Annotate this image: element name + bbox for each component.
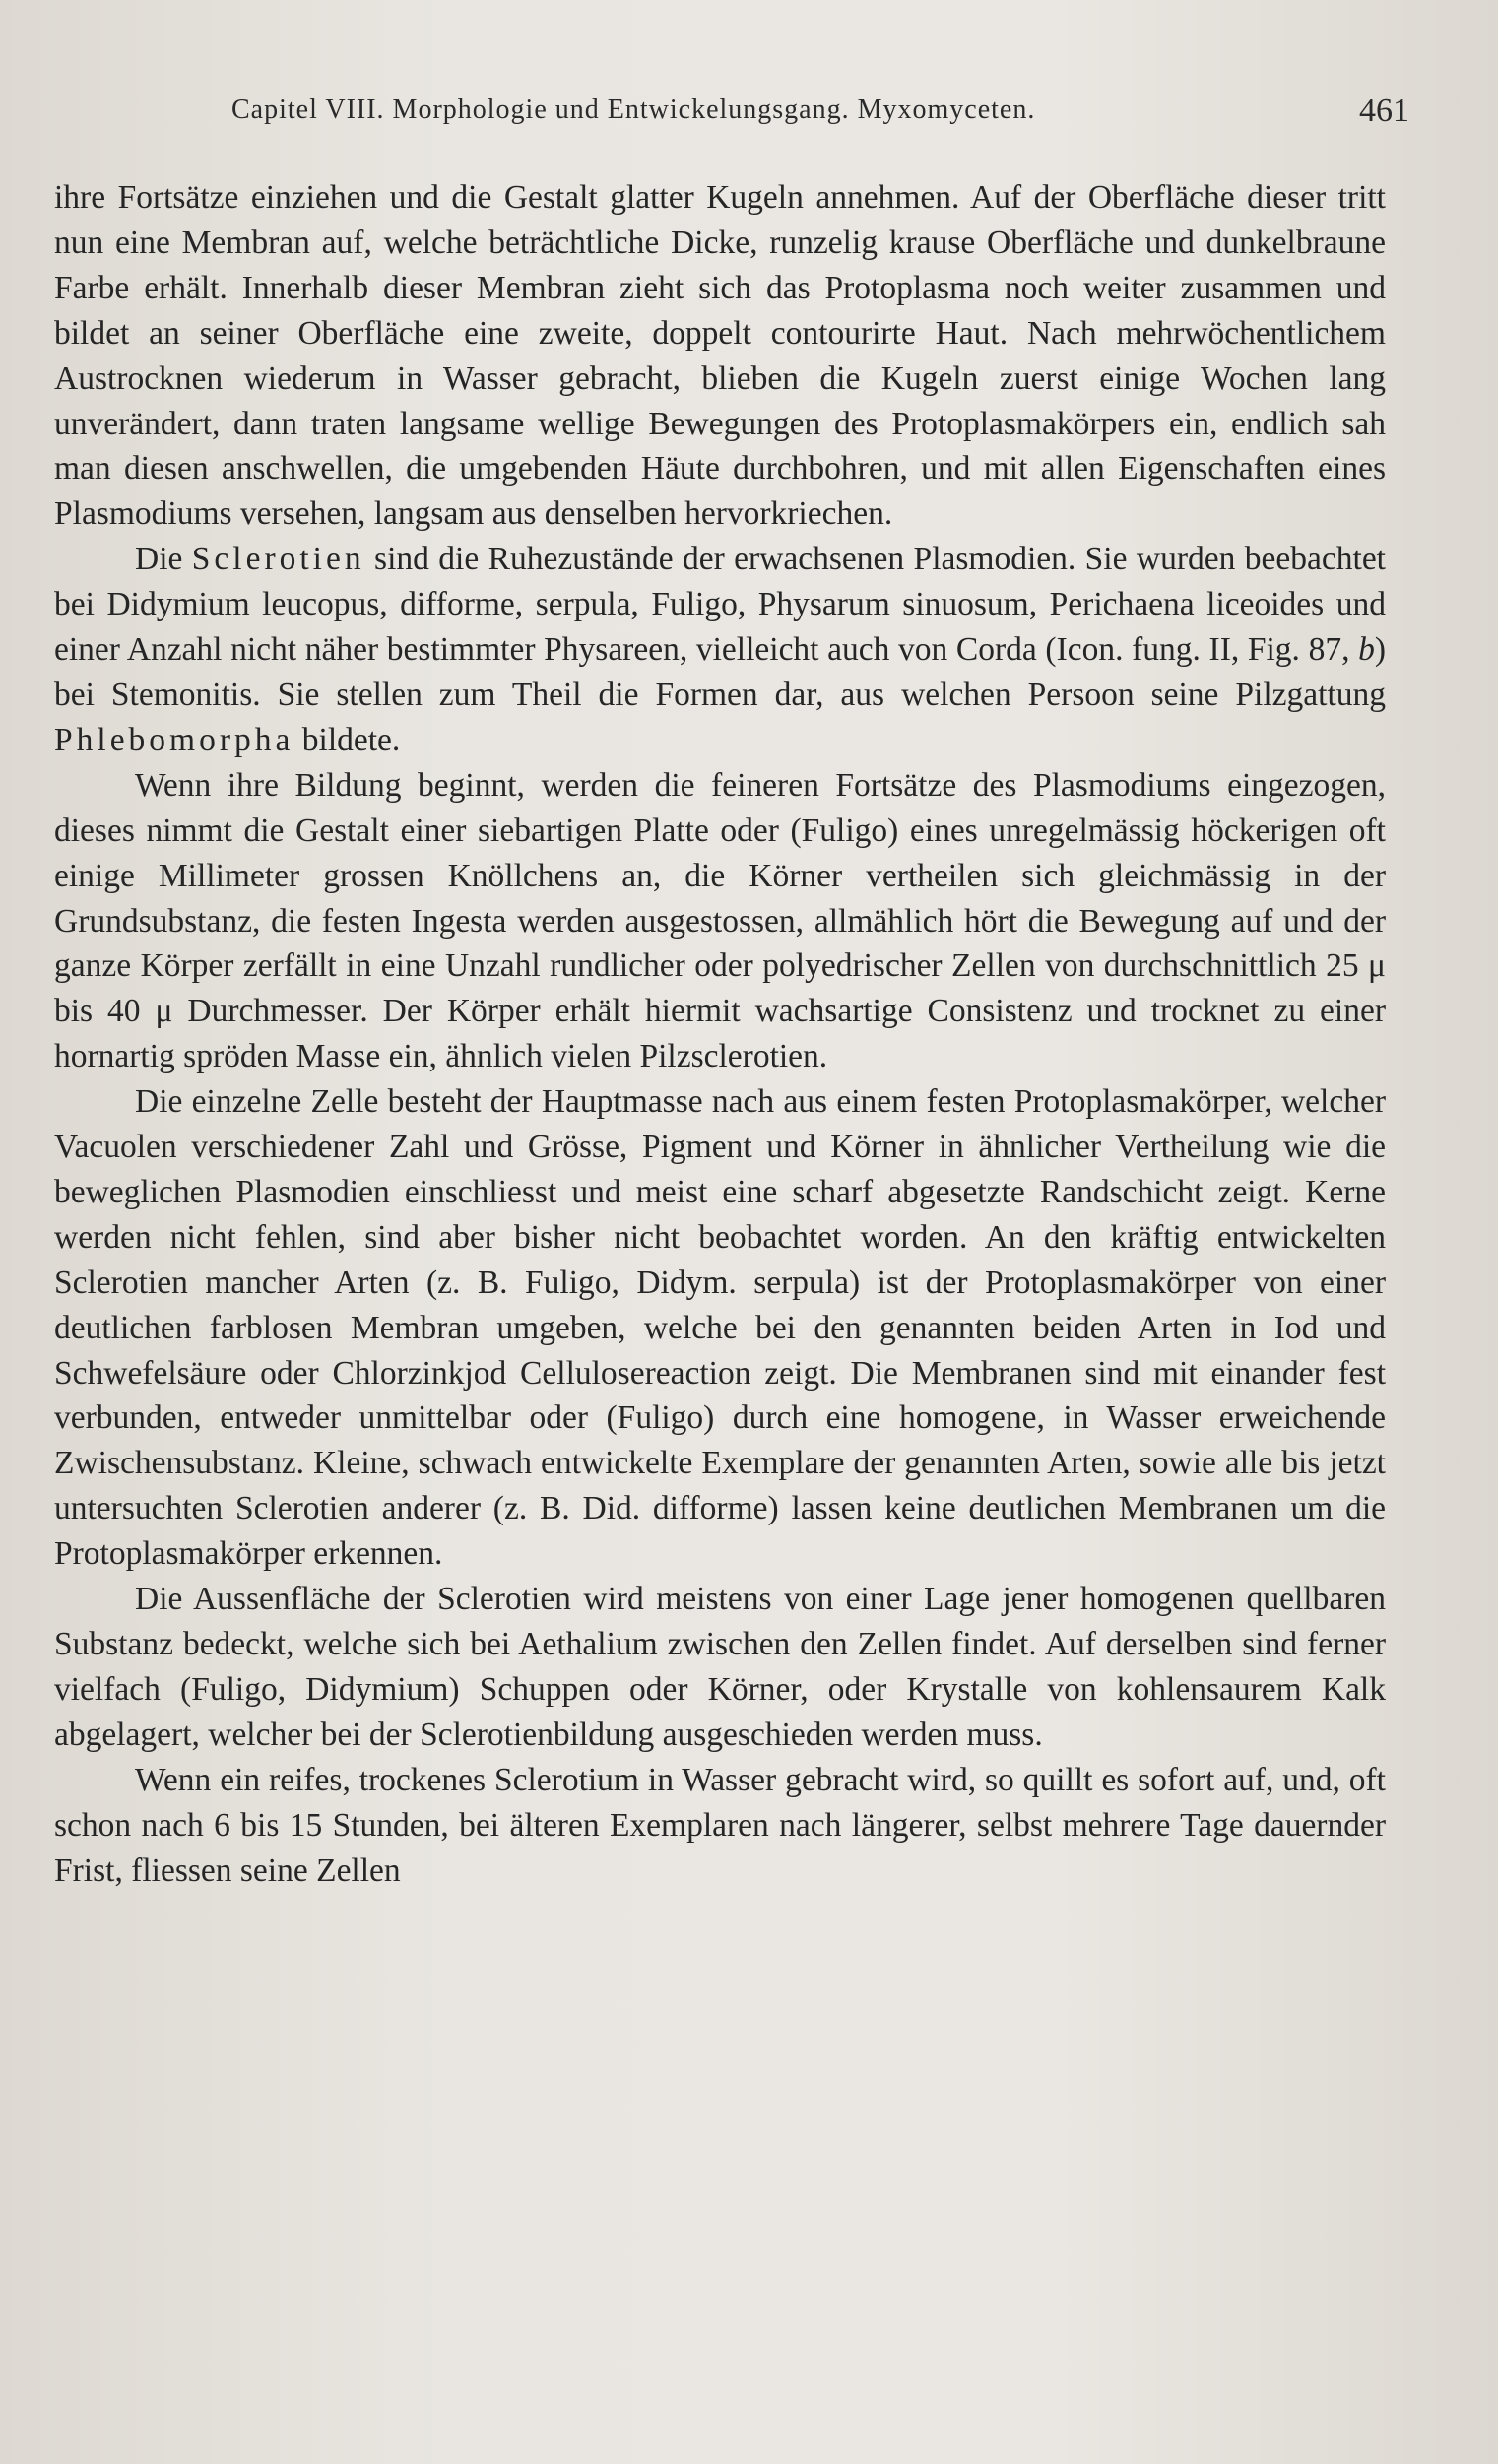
paragraph-2-text-c: ) bei Stemonitis. Sie stellen zum Theil die Formen dar, aus welchen Persoon seine Pilzgattung — [54, 631, 1386, 713]
paragraph-6: Wenn ein reifes, trockenes Sclerotium in Wasser gebracht wird, so quillt es sofort auf, und, oft schon nach 6 bis 15 Stunden, bei älteren Exemplaren nach längerer, selbst mehrere Tage dauernder Frist, fliessen seine Zellen — [54, 1761, 1386, 1889]
paragraph-2-text-b: sind die Ruhezustände der erwachsenen Plasmodien. Sie wurden beebachtet bei Didymium leucopus, difforme, serpula, Fuligo, Physarum sinuosum, Perichaena liceoides und einer Anzahl nicht näher bestimmter Physareen, vielleicht auch von Corda (Icon. fung. II, Fig. 87, — [54, 541, 1386, 669]
term-sclerotien: Sclerotien — [191, 541, 365, 578]
paragraph-1: ihre Fortsätze einziehen und die Gestalt glatter Kugeln annehmen. Auf der Oberfläche dieser tritt nun eine Membran auf, welche beträchtliche Dicke, runzelig krause Oberfläche und dunkelbraune Farbe erhält. Innerhalb dieser Membran zieht sich das Protoplasma noch weiter zusammen und bildet an seiner Oberfläche eine zweite, doppelt contourirte Haut. Nach mehrwöchentlichem Austrocknen wiederum in Wasser gebracht, blieben die Kugeln zuerst einige Wochen lang unverändert, dann traten langsame wellige Bewegungen des Protoplasmakörpers ein, endlich sah man diesen anschwellen, die umgebenden Häute durchbohren, und mit allen Eigenschaften eines Plasmodiums versehen, langsam aus denselben hervorkriechen. — [54, 179, 1386, 533]
paragraph-5: Die Aussenfläche der Sclerotien wird meistens von einer Lage jener homogenen quellbaren Substanz bedeckt, welche sich bei Aethalium zwischen den Zellen findet. Auf derselben sind ferner vielfach (Fuligo, Didymium) Schuppen oder Körner, oder Krystalle von kohlensaurem Kalk abgelagert, welcher bei der Sclerotienbildung ausgeschieden werden muss. — [54, 1581, 1386, 1753]
paragraph-4: Die einzelne Zelle besteht der Hauptmasse nach aus einem festen Protoplasmakörper, welcher Vacuolen verschiedener Zahl und Grösse, Pigment und Körner in ähnlicher Vertheilung wie die beweglichen Plasmodien einschliesst und meist eine scharf abgesetzte Randschicht zeigt. Kerne werden nicht fehlen, sind aber bisher nicht beobachtet worden. An den kräftig entwickelten Sclerotien mancher Arten (z. B. Fuligo, Didym. serpula) ist der Protoplasmakörper von einer deutlichen farblosen Membran umgeben, welche bei den genannten beiden Arten in Iod und Schwefelsäure oder Chlorzinkjod Cellulosereaction zeigt. Die Membranen sind mit einander fest verbunden, entweder unmittelbar oder (Fuligo) durch eine homogene, in Wasser erweichende Zwischensubstanz. Kleine, schwach entwickelte Exemplare der genannten Arten, sowie alle bis jetzt untersuchten Sclerotien anderer (z. B. Did. difforme) lassen keine deutlichen Membranen um die Protoplasmakörper erkennen. — [54, 1083, 1386, 1573]
paragraph-2-text-a: Die — [135, 541, 192, 578]
running-head: Capitel VIII. Morphologie und Entwickelungsgang. Myxomyceten. — [231, 95, 1036, 125]
body-text — [54, 175, 1386, 1893]
figure-letter: b — [1358, 631, 1375, 669]
paragraph-3: Wenn ihre Bildung beginnt, werden die feineren Fortsätze des Plasmodiums eingezogen, dieses nimmt die Gestalt einer siebartigen Platte oder (Fuligo) eines unregelmässig höckerigen oft einige Millimeter grossen Knöllchens an, die Körner vertheilen sich gleichmässig in der Grundsubstanz, die festen Ingesta werden ausgestossen, allmählich hört die Bewegung auf und der ganze Körper zerfällt in eine Unzahl rundlicher oder polyedrischer Zellen von durchschnittlich 25 μ bis 40 μ Durchmesser. Der Körper erhält hiermit wachsartige Consistenz und trocknet zu einer hornartig spröden Masse ein, ähnlich vielen Pilzsclerotien. — [54, 766, 1386, 1075]
paragraph-2-text-d: bildete. — [293, 721, 401, 758]
page-number: 461 — [1359, 93, 1409, 129]
page-header — [59, 95, 1409, 138]
paragraph-2 — [54, 537, 1386, 763]
term-phlebomorpha: Phlebomorpha — [54, 721, 294, 758]
